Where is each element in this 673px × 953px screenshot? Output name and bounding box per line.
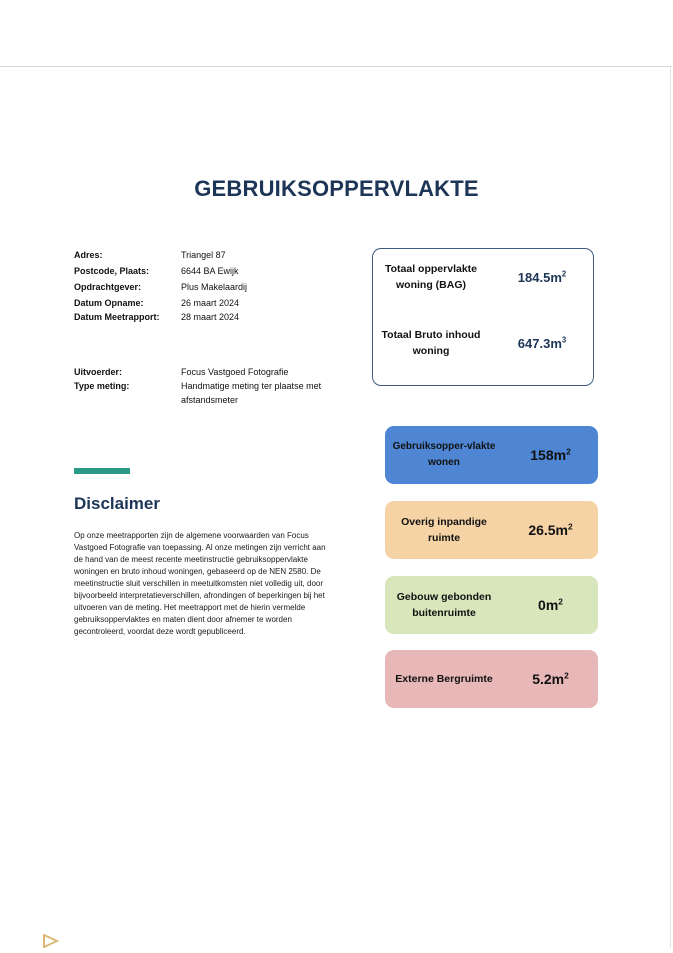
summary-label: Totaal Bruto inhoud woning: [381, 329, 481, 357]
value-number: 158m: [530, 447, 567, 463]
info-label: Type meting:: [74, 381, 130, 391]
card-external-storage: [385, 650, 598, 708]
unit-exponent: 2: [566, 446, 571, 457]
info-label: Datum Opname:: [74, 298, 144, 308]
info-row-address: [74, 248, 341, 262]
value-number: 647.3m: [517, 335, 562, 351]
disclaimer-text: Op onze meetrapporten zijn de algemene voorwaarden van Focus Vastgoed Fotografie van toepassing. Al onze metingen zijn verricht aan de hand van de meest recente meetinstructie gebruiksoppervlakte woningen en bruto inhoud woningen, gebaseerd op de NEN 2580. De meetinstructie sluit verschillen in meetuitkomsten niet volledig uit, door bijvoorbeeld interpretatieverschillen, afrondingen of beperkingen bij het uitvoeren van de meting. Het meetrapport met de hierin vermelde gebruiksoppervlaktes en maten dient door afnemer te worden gecontroleerd, voordat deze wordt gepubliceerd.: [74, 531, 326, 636]
summary-box: [372, 248, 594, 386]
info-row-measurement-type: [74, 379, 341, 407]
summary-value: [489, 336, 595, 351]
info-value: Plus Makelaardij: [181, 282, 248, 292]
info-value: Handmatige meting ter plaatse met afstandsmeter: [181, 381, 322, 405]
card-value: [503, 522, 598, 538]
property-info: [74, 248, 341, 324]
info-label: Datum Meetrapport:: [74, 312, 160, 322]
info-value: 26 maart 2024: [181, 298, 240, 308]
brand-triangle-icon: [43, 934, 59, 948]
info-value: Focus Vastgoed Fotografie: [181, 367, 289, 377]
card-other-indoor: [385, 501, 598, 559]
info-row-executor: [74, 365, 341, 379]
unit-exponent: 2: [561, 269, 567, 279]
value-number: 5.2m: [532, 671, 565, 687]
info-label: Postcode, Plaats:: [74, 266, 150, 276]
unit-exponent: 3: [561, 335, 567, 345]
card-value: [503, 597, 598, 613]
info-row-postcode: [74, 264, 341, 278]
measurement-info: [74, 365, 341, 407]
info-value: Triangel 87: [181, 250, 226, 260]
info-label: Adres:: [74, 250, 103, 260]
info-value: 6644 BA Ewijk: [181, 266, 239, 276]
info-label: Opdrachtgever:: [74, 282, 142, 292]
summary-total-area: [373, 261, 595, 293]
card-label: Overig inpandige ruimte: [401, 516, 487, 544]
info-row-report-date: [74, 310, 341, 324]
top-divider: [0, 66, 672, 67]
card-building-outdoor: [385, 576, 598, 634]
info-row-survey-date: [74, 296, 341, 310]
card-value: [503, 447, 598, 463]
summary-label: Totaal oppervlakte woning (BAG): [385, 263, 477, 291]
summary-total-volume: [373, 327, 595, 359]
unit-exponent: 2: [564, 670, 569, 681]
summary-value: [489, 270, 595, 285]
value-number: 26.5m: [528, 522, 569, 538]
card-living-area: [385, 426, 598, 484]
value-number: 0m: [538, 597, 559, 613]
unit-exponent: 2: [568, 521, 573, 532]
info-value: 28 maart 2024: [181, 312, 240, 322]
card-label: Gebruiksopper-vlakte wonen: [392, 441, 496, 468]
page-title: GEBRUIKSOPPERVLAKTE: [194, 176, 479, 201]
card-label: Gebouw gebonden buitenruimte: [396, 591, 492, 619]
unit-exponent: 2: [558, 596, 563, 607]
accent-bar: [74, 468, 130, 474]
card-value: [503, 671, 598, 687]
info-row-client: [74, 280, 341, 294]
disclaimer-title: Disclaimer: [74, 494, 160, 513]
info-label: Uitvoerder:: [74, 367, 123, 377]
value-number: 184.5m: [517, 269, 562, 285]
card-label: Externe Bergruimte: [395, 673, 493, 685]
